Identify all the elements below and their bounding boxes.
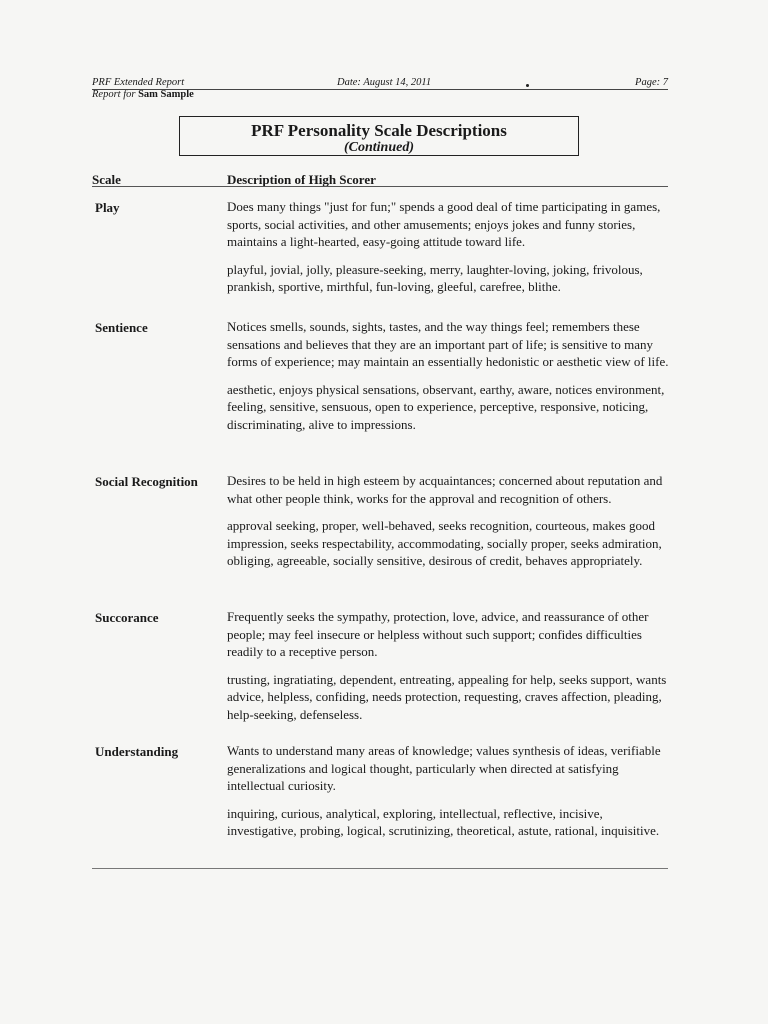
header-divider bbox=[92, 89, 668, 90]
page-subtitle: (Continued) bbox=[343, 140, 414, 155]
scale-adjectives: playful, jovial, jolly, pleasure-seeking, merry, laughter-loving, joking, frivolous, prankish, sportive, mirthful, fun-loving, gleeful, carefree, blithe. bbox=[227, 261, 643, 294]
report-date: Date: August 14, 2011 bbox=[337, 77, 432, 88]
scale-name: Succorance bbox=[95, 610, 159, 625]
scale-description-block bbox=[227, 198, 672, 296]
scale-description: Frequently seeks the sympathy, protection, love, advice, and reassurance of other people; may feel insecure or helpless without such support; confides difficulties readily to a receptive person. bbox=[227, 609, 649, 659]
page-header bbox=[92, 77, 668, 105]
report-for bbox=[92, 89, 194, 101]
scale-name: Understanding bbox=[95, 744, 179, 759]
scale-description: Desires to be held in high esteem by acquaintances; concerned about reputation and what other people think, works for the approval and recognition of others. bbox=[227, 473, 663, 506]
footer-divider bbox=[92, 868, 668, 869]
column-header-description: Description of High Scorer bbox=[227, 172, 376, 187]
scale-description: Wants to understand many areas of knowledge; values synthesis of ideas, verifiable generalizations and logical thought, particularly when directed at satisfying intellectual curiosity. bbox=[227, 743, 661, 793]
report-name: PRF Extended Report bbox=[92, 77, 185, 88]
scale-name: Social Recognition bbox=[95, 474, 198, 489]
scale-adjectives: approval seeking, proper, well-behaved, seeks recognition, courteous, makes good impression, seeks respectability, accommodating, socially proper, seeks admiration, obliging, agreeable, socially sensitive, desirous of credit, behaves appropriately. bbox=[227, 518, 662, 568]
scale-description: Notices smells, sounds, sights, tastes, and the way things feel; remembers these sensations and believes that they are an important part of life; is sensitive to many forms of experience; may maintain an essentially hedonistic or aesthetic view of life. bbox=[227, 319, 669, 369]
column-divider bbox=[92, 186, 668, 187]
scale-adjectives: aesthetic, enjoys physical sensations, observant, earthy, aware, notices environment, feeling, sensitive, sensuous, open to experience, perceptive, responsive, noticing, discriminating, alive to impressions. bbox=[227, 381, 665, 432]
scale-description-block bbox=[227, 318, 672, 433]
scale-description-block bbox=[227, 472, 672, 570]
scale-description-block bbox=[227, 742, 672, 840]
page-title: PRF Personality Scale Descriptions bbox=[251, 121, 507, 140]
report-for-name: Sam Sample bbox=[138, 89, 194, 100]
scale-description-block bbox=[227, 608, 672, 723]
scale-description: Does many things "just for fun;" spends a good deal of time participating in games, sports, social activities, and other amusements; enjoys jokes and funny stories, maintains a light-hearted, easy-going attitude toward life. bbox=[227, 199, 661, 249]
report-for-prefix: Report for bbox=[92, 89, 136, 100]
scale-adjectives: trusting, ingratiating, dependent, entreating, appealing for help, seeks support, wants advice, helpless, confiding, needs protection, requesting, craves affection, pleading, help-seeking, defenseless. bbox=[227, 671, 667, 722]
column-header-scale: Scale bbox=[92, 172, 121, 187]
title-box bbox=[179, 116, 579, 156]
page-number: Page: 7 bbox=[635, 77, 668, 88]
scale-name: Play bbox=[95, 200, 120, 215]
scale-adjectives: inquiring, curious, analytical, exploring, intellectual, reflective, incisive, investigative, probing, logical, scrutinizing, theoretical, astute, rational, inquisitive. bbox=[227, 805, 660, 838]
scale-name: Sentience bbox=[95, 320, 148, 335]
scan-speck bbox=[526, 84, 529, 87]
